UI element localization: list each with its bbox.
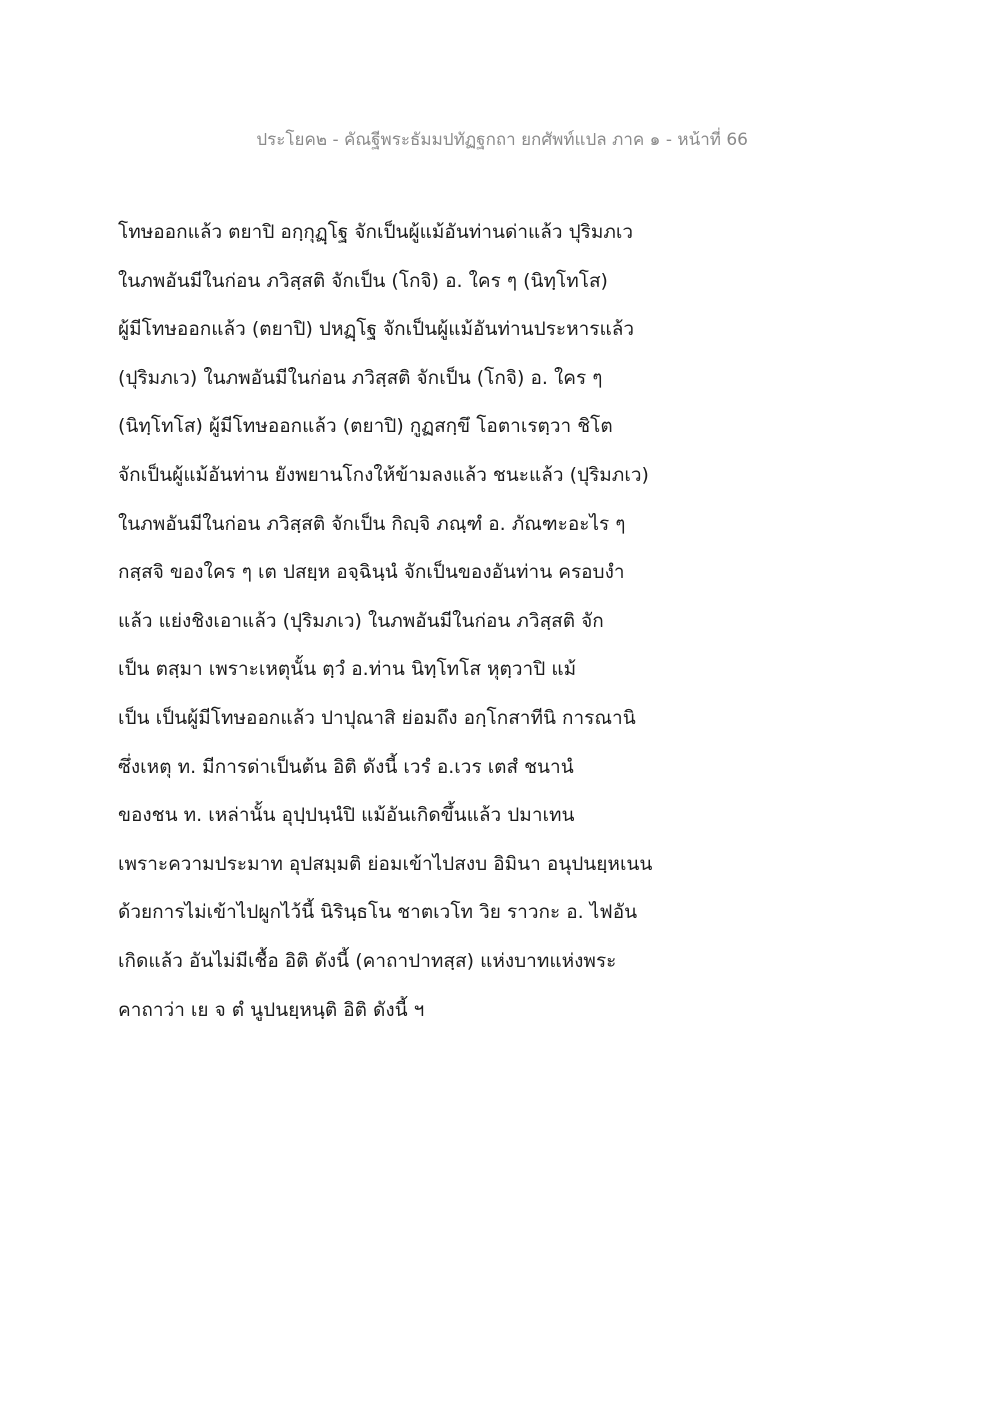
body-line: จักเป็นผู้แม้อันท่าน ยังพยานโกงให้ข้ามลงแล้ว ชนะแล้ว (ปุริมภเว)	[118, 463, 649, 486]
body-line: (นิทฺโทโส) ผู้มีโทษออกแล้ว (ตยาปิ) กูฏสกฺขึ โอตาเรตฺวา ชิโต	[118, 415, 613, 438]
body-line: เป็น ตสฺมา เพราะเหตุนั้น ตฺวํ อ.ท่าน นิทฺโทโส หุตฺวาปิ แม้	[118, 658, 577, 681]
body-line: เกิดแล้ว อันไม่มีเชื้อ อิติ ดังนี้ (คาถาปาทสฺส) แห่งบาทแห่งพระ	[118, 949, 617, 972]
body-line: เป็น เป็นผู้มีโทษออกแล้ว ปาปุณาสิ ย่อมถึง อกฺโกสาทีนิ การณานิ	[118, 706, 636, 729]
page-header-title: ประโยค๒ - คัณฐีพระธัมมปทัฏฐกถา ยกศัพท์แปล ภาค ๑ - หน้าที่ 66	[256, 130, 748, 150]
body-line: ซึ่งเหตุ ท. มีการด่าเป็นต้น อิติ ดังนี้ เวรํ อ.เวร เตสํ ชนานํ	[118, 755, 574, 778]
body-line: โทษออกแล้ว ตยาปิ อกฺกุฏฺโฐ จักเป็นผู้แม้อันท่านด่าแล้ว ปุริมภเว	[118, 221, 634, 243]
body-line: (ปุริมภเว) ในภพอันมีในก่อน ภวิสฺสติ จักเป็น (โกจิ) อ. ใคร ๆ	[118, 366, 603, 389]
body-line: ของชน ท. เหล่านั้น อุปฺปนฺนํปิ แม้อันเกิดขึ้นแล้ว ปมาเทน	[118, 804, 575, 827]
body-text	[118, 214, 718, 1040]
body-line: คาถาว่า เย จ ตํ นูปนยฺหนฺติ อิติ ดังนี้ ฯ	[118, 998, 425, 1021]
body-line: แล้ว แย่งชิงเอาแล้ว (ปุริมภเว) ในภพอันมีในก่อน ภวิสฺสติ จัก	[118, 609, 604, 632]
body-line: ในภพอันมีในก่อน ภวิสฺสติ จักเป็น (โกจิ) อ. ใคร ๆ (นิทฺโทโส)	[118, 269, 608, 292]
body-line: เพราะความประมาท อุปสมฺมติ ย่อมเข้าไปสงบ อิมินา อนุปนยฺหเนน	[118, 852, 653, 875]
body-line: ผู้มีโทษออกแล้ว (ตยาปิ) ปหฏฺโฐ จักเป็นผู้แม้อันท่านประหารแล้ว	[118, 318, 635, 341]
body-line: กสฺสจิ ของใคร ๆ เต ปสยฺห อจฺฉินฺนํ จักเป็นของอันท่าน ครอบงำ	[118, 561, 625, 584]
body-line: ด้วยการไม่เข้าไปผูกไว้นี้ นิรินฺธโน ชาตเวโท วิย ราวกะ อ. ไฟอัน	[118, 901, 638, 924]
page-header	[0, 126, 1000, 153]
body-line: ในภพอันมีในก่อน ภวิสฺสติ จักเป็น กิญฺจิ ภณฺฑํ อ. ภัณฑะอะไร ๆ	[118, 512, 626, 535]
